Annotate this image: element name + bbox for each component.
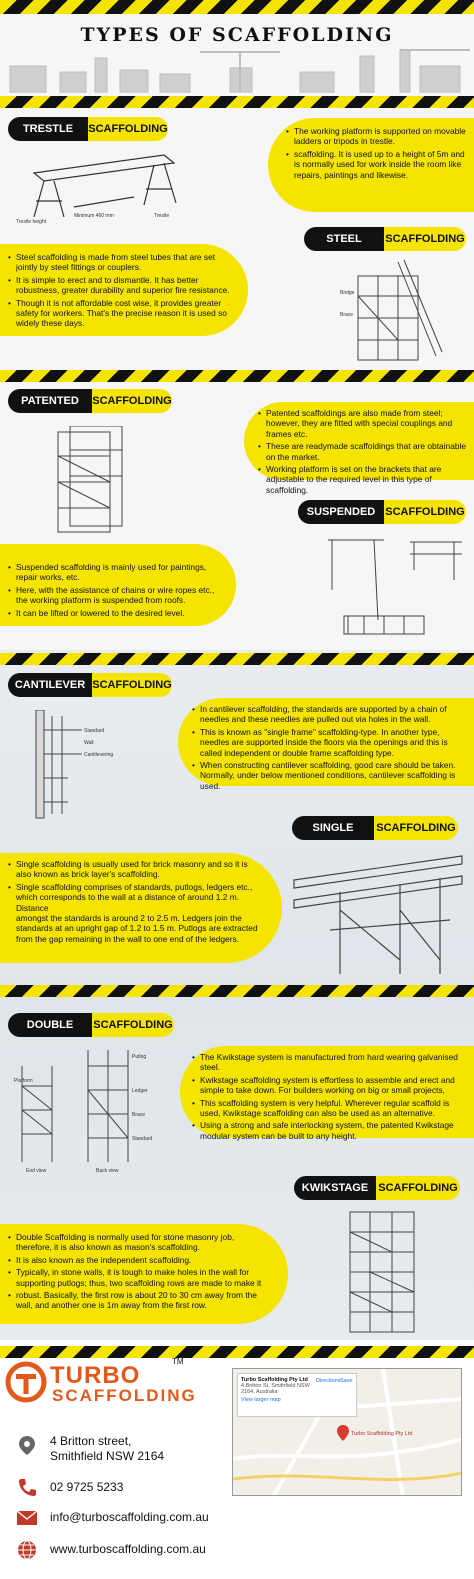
website-link[interactable]: www.turboscaffolding.com.au (50, 1542, 206, 1556)
hazard-stripe (0, 96, 474, 108)
single-point: • Single scaffolding comprises of standards, putlogs, ledgers etc., which corresponds to the wall at a distance of around 1.2 m. Distance amongst the standards is around 2 to 2.5 m. Ledgers join the standards at an upright gap of 1.2 to 1.5 m. Putlogs are extracted from the gap remaining in the wall to one end of the ledgers. (8, 882, 264, 944)
trestle-header (8, 117, 168, 141)
steel-header (304, 227, 466, 251)
patented-scaffold-sketch (44, 426, 134, 538)
phone-icon (16, 1476, 38, 1498)
patented-text-card (244, 402, 474, 495)
kwikstage-text-card (180, 1046, 474, 1141)
kwikstage-title: KWIKSTAGE (294, 1176, 376, 1200)
patented-point: • These are readymade scaffoldings that are obtainable on the market. (258, 441, 468, 462)
map-place-address: 4 Britton St, Smithfield NSW 2164, Australia (241, 1383, 310, 1395)
construction-skyline-icon (0, 44, 474, 94)
cantilever-point: • When constructing cantilever scaffolding, good care should be taken. Normally, under below mentioned conditions, cantilever scaffolding is used. (192, 760, 468, 791)
cantilever-label-standard: Standard (84, 728, 105, 734)
header-suffix: SCAFFOLDING (92, 673, 172, 697)
hazard-stripe (0, 1346, 474, 1358)
double-header (8, 1013, 174, 1037)
map-directions-button[interactable]: Directions (316, 1378, 341, 1384)
cantilever-text-card (178, 698, 474, 791)
suspended-scaffold-sketch (324, 530, 466, 644)
map-info-card (237, 1373, 357, 1417)
double-label-back-view: Back view (96, 1168, 119, 1174)
trestle-point: • scaffolding. It is used up to a height of 5m and is normally used for work inside the room like repairs, paintings and likewise. (286, 149, 468, 180)
header-suffix: SCAFFOLDING (384, 500, 466, 524)
steel-title: STEEL (304, 227, 384, 251)
double-scaffold-sketch (12, 1046, 172, 1176)
trestle-point: • The working platform is supported on movable ladders or tripods in trestle. (286, 126, 468, 147)
map-save-button[interactable]: Save (340, 1378, 353, 1384)
cantilever-point: • This is known as "single frame" scaffolding-type. In another type, needles are supported inside the floors via the openings and this is called independent or double frame scaffolding type. (192, 727, 468, 758)
double-label-standard: Standard (132, 1136, 153, 1142)
header-suffix: SCAFFOLDING (376, 1176, 460, 1200)
suspended-point: • Here, with the assistance of chains or wire ropes etc., the working platform is suspended from roofs. (8, 585, 218, 606)
double-label-brace: Brace (132, 1112, 146, 1118)
double-point: • It is also known as the independent scaffolding. (8, 1255, 270, 1265)
map-pin-icon[interactable] (337, 1425, 349, 1441)
steel-label-bridge: Bridge (340, 290, 355, 296)
location-map[interactable] (232, 1368, 462, 1496)
address-line-2: Smithfield NSW 2164 (50, 1449, 165, 1463)
patented-title: PATENTED (8, 389, 92, 413)
cantilever-label-cantilevering: Cantilevering (84, 752, 114, 758)
steel-scaffold-sketch (338, 256, 444, 364)
kwikstage-point: • Using a strong and safe interlocking system, the patented Kwikstage modular system can be built to any height. (192, 1120, 468, 1141)
kwikstage-point: • Kwikstage scaffolding system is effortless to assemble and erect and simple to take down. For builders working on big or small projects, (192, 1075, 468, 1096)
phone-number[interactable]: 02 9725 5233 (50, 1480, 124, 1494)
turbo-logo-icon (4, 1360, 48, 1404)
trestle-title: TRESTLE (8, 117, 88, 141)
double-label-end-view: End view (26, 1168, 47, 1174)
header-suffix: SCAFFOLDING (92, 1013, 174, 1037)
steel-text-card (0, 244, 248, 336)
header-suffix: SCAFFOLDING (384, 227, 466, 251)
header-suffix: SCAFFOLDING (88, 117, 168, 141)
hazard-stripe (0, 985, 474, 997)
map-view-larger-link[interactable]: View larger map (241, 1397, 281, 1403)
page-title: TYPES OF SCAFFOLDING (80, 24, 394, 46)
cantilever-scaffold-sketch (32, 710, 122, 820)
double-point: • Double Scaffolding is normally used for stone masonry job, therefore, it is also known as mason's scaffolding. (8, 1232, 270, 1253)
suspended-title: SUSPENDED (298, 500, 384, 524)
patented-header (8, 389, 172, 413)
double-title: DOUBLE (8, 1013, 92, 1037)
kwikstage-header (294, 1176, 460, 1200)
kwikstage-point: • The Kwikstage system is manufactured from hard wearing galvanised steel. (192, 1052, 468, 1073)
single-header (292, 816, 458, 840)
cantilever-label-wall: Wall (84, 740, 94, 746)
cantilever-header (8, 673, 172, 697)
address (50, 1434, 164, 1464)
trestle-label-height: Trestle height (16, 219, 47, 225)
suspended-point: • Suspended scaffolding is mainly used for paintings, repair works, etc. (8, 562, 218, 583)
double-label-platform: Platform (14, 1078, 33, 1084)
suspended-header (298, 500, 466, 524)
trademark: TM (172, 1357, 184, 1366)
kwikstage-point: • This scaffolding system is very helpful. Wherever regular scaffold is used, Kwikstage scaffolding can also be used as an alternative. (192, 1098, 468, 1119)
suspended-point: • It can be lifted or lowered to the desired level. (8, 608, 218, 618)
hazard-stripe (0, 653, 474, 665)
kwikstage-scaffold-sketch (344, 1210, 424, 1334)
trestle-scaffold-sketch (14, 145, 184, 225)
patented-point: • Working platform is set on the brackets that are adjustable to the required level in this type of scaffolding. (258, 464, 468, 495)
double-label-ledger: Ledger (132, 1088, 148, 1094)
address-line-1: 4 Britton street, (50, 1434, 132, 1448)
double-point: • robust. Basically, the first row is about 20 to 30 cm away from the wall, and another one is 1m away from the first row. (8, 1290, 270, 1311)
double-label-putlog: Putlog (132, 1054, 147, 1060)
email-link[interactable]: info@turboscaffolding.com.au (50, 1510, 209, 1524)
trestle-label-trestle: Trestle (154, 213, 170, 219)
steel-label-brace: Brace (340, 312, 354, 318)
map-pin-label: Turbo Scaffolding Pty Ltd (351, 1431, 413, 1437)
steel-point: • It is simple to erect and to dismantle. It has better robustness, greater durability and superior fire resistance. (8, 275, 230, 296)
location-pin-icon (16, 1434, 38, 1456)
suspended-text-card (0, 544, 236, 626)
globe-icon (16, 1539, 38, 1561)
hazard-stripe-top (0, 0, 474, 14)
double-text-card (0, 1224, 288, 1324)
email-icon (16, 1509, 38, 1527)
steel-point: • Steel scaffolding is made from steel tubes that are set jointly by steel fittings or couplers. (8, 252, 230, 273)
trestle-label-min: Minimum 460 mm (74, 213, 114, 219)
trestle-text-card (268, 118, 474, 212)
patented-point: • Patented scaffoldings are also made from steel; however, they are fitted with special couplings and frames etc. (258, 408, 468, 439)
single-title: SINGLE (292, 816, 374, 840)
map-place-name: Turbo Scaffolding Pty Ltd (241, 1377, 308, 1383)
hazard-stripe (0, 370, 474, 382)
single-scaffold-sketch (290, 850, 466, 976)
double-point: • Typically, in stone walls, it is tough to make holes in the wall for supporting putlogs; thus, two scaffolding rows are made to make it (8, 1267, 270, 1288)
cantilever-title: CANTILEVER (8, 673, 92, 697)
steel-point: • Though it is not affordable cost wise, it provides greater safety for workers. That's the precise reason it is used so widely these days. (8, 298, 230, 329)
header-suffix: SCAFFOLDING (374, 816, 458, 840)
cantilever-point: • In cantilever scaffolding, the standards are supported by a chain of needles and these needles are pulled out via holes in the wall. (192, 704, 468, 725)
brand-name-scaffolding: SCAFFOLDING (52, 1386, 197, 1405)
brand-name-turbo: TURBO (50, 1362, 141, 1389)
single-text-card (0, 853, 282, 963)
single-point: • Single scaffolding is usually used for brick masonry and so it is also known as brick layer's scaffolding. (8, 859, 264, 880)
header-suffix: SCAFFOLDING (92, 389, 172, 413)
